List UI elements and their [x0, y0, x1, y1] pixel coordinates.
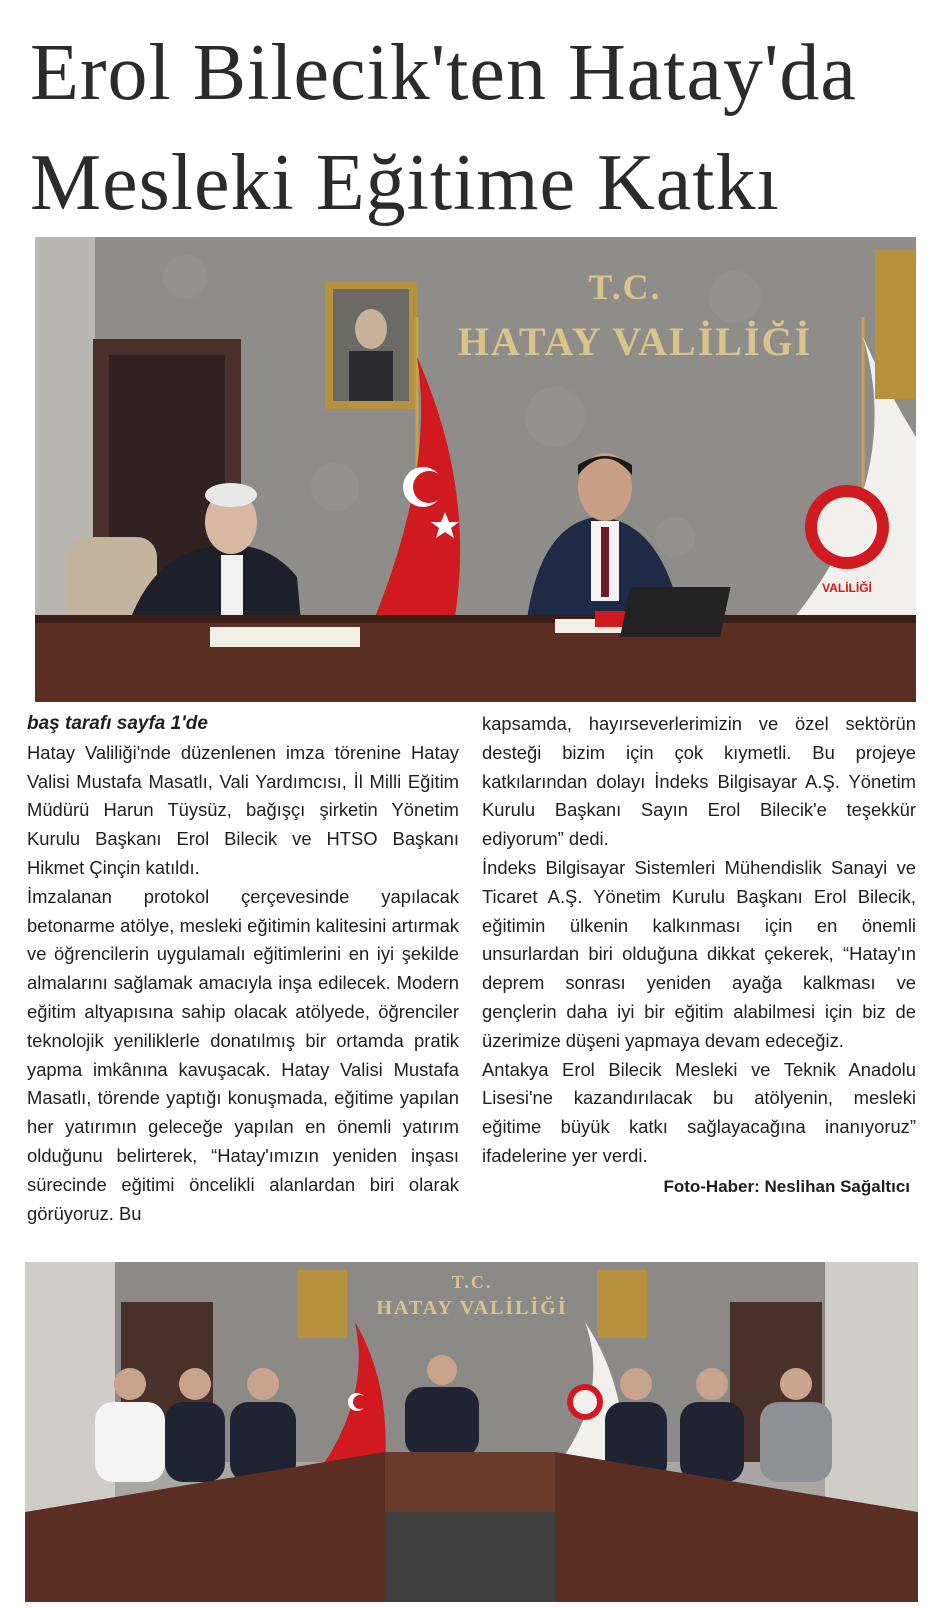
headline-line-1: Erol Bilecik'ten Hatay'da: [30, 29, 857, 117]
sign-line-1: T.C.: [588, 267, 662, 307]
headline: [30, 18, 920, 238]
sign-line-1: T.C.: [451, 1272, 493, 1292]
portrait-frame-icon: [325, 281, 417, 409]
paragraph: İmzalanan protokol çerçevesinde yapılacak betonarme atölye, mesleki eğitimin kalitesini artırmak ve öğrencilerin uygulamalı eğitimlerini en iyi şekilde almalarını sağlamak amacıyla inşa edilecek. Modern eğitim altyapısına sahip olacak atölyede, öğrenciler teknolojik yeniliklerle donatılmış bir ortamda pratik yapma imkânına kavuşacak. Hatay Valisi Mustafa Masatlı, törende yaptığı konuşmada, eğitime yapılan her yatırımın geleceğe yapılan en önemli yatırım olduğunu belirterek, “Hatay'ımızın yeniden inşası sürecinde eğitimi öncelikli alanlardan biri olarak görüyoruz. Bu: [27, 885, 459, 1224]
article-column-left: [27, 710, 459, 1228]
article-column-right: [482, 710, 916, 1202]
headline-line-2: Mesleki Eğitime Katkı: [30, 139, 780, 227]
paragraph: Antakya Erol Bilecik Mesleki ve Teknik Anadolu Lisesi'ne kazandırılacak bu atölyenin, mesleki eğitime büyük katkı sağlayacağına inanıyoruz” ifadelerine yer verdi.: [482, 1058, 916, 1166]
paragraph: kapsamda, hayırseverlerimizin ve özel sektörün desteği bizim için çok kıymetli. Bu projeye katkılarından dolayı İndeks Bilgisayar A.Ş. Yönetim Kurulu Başkanı Sayın Erol Bilecik'e teşekkür ediyorum” dedi.: [482, 713, 916, 850]
paragraph: İndeks Bilgisayar Sistemleri Mühendislik Sanayi ve Ticaret A.Ş. Yönetim Kurulu Başkanı Erol Bilecik, eğitimin ülkenin kalkınması için en önemli unsurlardan biri olduğuna dikkat çekerek, “Hatay'ın deprem sonrası yeniden ayağa kalkması ve gençlerin daha iyi bir eğitim alabilmesi için biz de üzerimize düşeni yapmaya devam edeceğiz.: [482, 856, 916, 1051]
meeting-photo: [25, 1262, 918, 1602]
sign-line-2: HATAY VALİLİĞİ: [376, 1297, 568, 1319]
continued-from-label: baş tarafı sayfa 1'de: [27, 713, 208, 734]
paragraph: Hatay Valiliği'nde düzenlenen imza törenine Hatay Valisi Mustafa Masatlı, Vali Yardımcısı, İl Milli Eğitim Müdürü Harun Tüysüz, bağışçı şirketin Yönetim Kurulu Başkanı Erol Bilecik ve HTSO Başkanı Hikmet Çinçin katıldı.: [27, 741, 459, 878]
sign-line-2: HATAY VALİLİĞİ: [457, 319, 813, 364]
photo-credit: Foto-Haber: Neslihan Sağaltıcı: [663, 1176, 910, 1196]
signing-ceremony-photo: [35, 237, 916, 702]
emblem-text: VALİLİĞİ: [822, 581, 872, 595]
